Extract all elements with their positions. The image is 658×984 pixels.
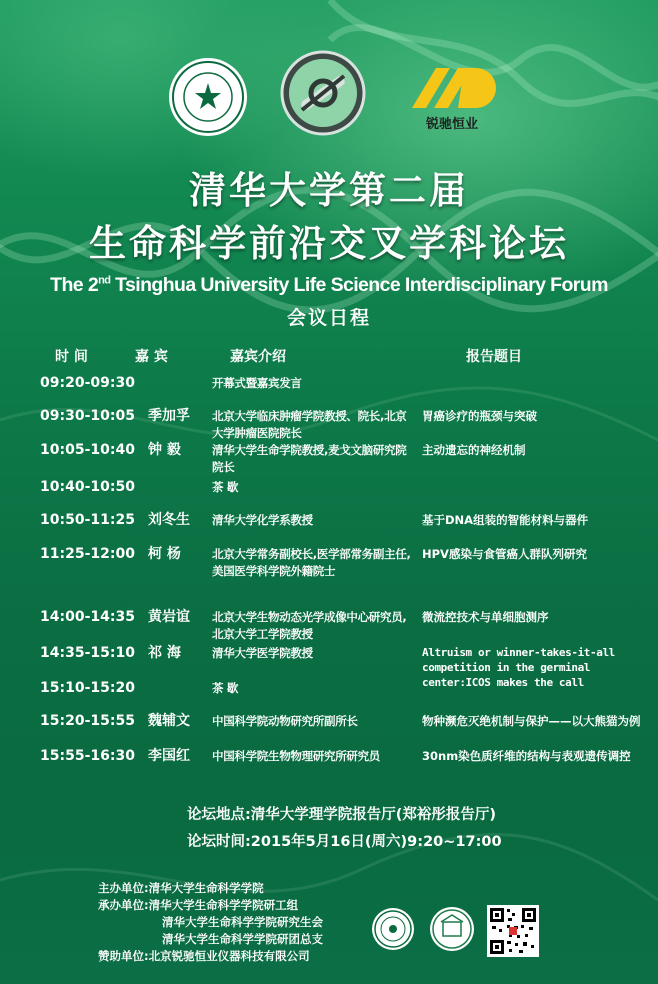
row-affiliation: 开幕式暨嘉宾发言 [212,376,302,390]
subtitle-agenda: 会议日程 [286,307,371,329]
graduate-union-logo-icon [429,906,475,952]
row-affiliation: 清华大学化学系教授 [212,513,313,527]
life-science-school-emblem-icon [280,50,366,136]
row-affiliation: 清华大学医学院教授 [212,646,313,660]
row-topic: 胃癌诊疗的瓶颈与突破 [422,409,537,423]
row-affiliation: 中国科学院动物研究所副所长 [212,714,358,728]
row-speaker: 魏辅文 [148,713,190,729]
row-speaker: 李国红 [148,748,190,764]
header-topic: 报告题目 [466,349,522,365]
organizer-co-3: 清华大学生命科学学院研团总支 [162,932,323,946]
header-time: 时 间 [55,349,88,365]
ruichi-hengye-logo-icon [406,62,498,132]
row-affiliation: 北京大学生物动态光学成像中心研究员,北京大学工学院教授 [212,610,407,641]
row-affiliation: 茶 歇 [212,480,239,494]
row-topic: 主动遗忘的神经机制 [422,443,526,457]
svg-text:锐驰恒业: 锐驰恒业 [425,117,479,132]
row-affiliation: 茶 歇 [212,681,239,695]
row-speaker: 黄岩谊 [148,609,190,625]
organizer-sponsor: 赞助单位:北京锐驰恒业仪器科技有限公司 [98,949,310,963]
organizer-host: 主办单位:清华大学生命科学学院 [98,881,264,895]
header-speaker: 嘉 宾 [135,349,168,365]
row-affiliation: 北京大学临床肿瘤学院教授、院长,北京大学肿瘤医院院长 [212,409,407,440]
header-intro: 嘉宾介绍 [230,349,286,365]
row-time: 10:40-10:50 [40,479,135,495]
row-topic: 物种濒危灭绝机制与保护——以大熊猫为例 [422,714,641,728]
row-time: 15:10-15:20 [40,680,135,696]
row-time: 10:50-11:25 [40,512,135,528]
organizer-co: 承办单位:清华大学生命科学学院研工组 [98,898,299,912]
row-time: 10:05-10:40 [40,442,135,458]
row-time: 14:00-14:35 [40,609,135,625]
row-topic: 30nm染色质纤维的结构与表观遗传调控 [422,749,631,763]
row-time: 15:20-15:55 [40,713,135,729]
row-topic: 基于DNA组装的智能材料与器件 [422,513,589,527]
title-line-2: 生命科学前沿交叉学科论坛 [89,222,569,265]
qr-code-icon[interactable] [487,905,539,957]
row-time: 09:20-09:30 [40,375,135,391]
row-affiliation: 北京大学常务副校长,医学部常务副主任,美国医学科学院外籍院士 [212,547,411,578]
row-time: 14:35-15:10 [40,645,135,661]
title-english: The 2nd Tsinghua University Life Science Interdisciplinary Forum [50,274,608,296]
organizer-co-2: 清华大学生命科学学院研究生会 [162,915,323,929]
row-time: 09:30-10:05 [40,408,135,424]
forum-venue: 论坛地点:清华大学理学院报告厅(郑裕彤报告厅) [187,807,497,823]
row-speaker: 季加孚 [148,408,190,424]
row-topic: Altruism or winner-takes-it-all competition in the germinal center:ICOS makes the call [422,646,615,689]
row-affiliation: 清华大学生命学院教授,麦戈文脑研究院院长 [212,443,407,474]
tsinghua-seal-small-icon [371,907,415,951]
row-speaker: 钟 毅 [148,442,181,458]
tsinghua-university-seal-icon [167,56,249,138]
row-speaker: 祁 海 [148,645,181,661]
title-line-1: 清华大学第二届 [189,169,469,212]
forum-date: 论坛时间:2015年5月16日(周六)9:20~17:00 [187,834,502,850]
row-speaker: 刘冬生 [148,512,190,528]
row-time: 15:55-16:30 [40,748,135,764]
row-affiliation: 中国科学院生物物理研究所研究员 [212,749,380,763]
row-speaker: 柯 杨 [148,546,181,562]
row-topic: 微流控技术与单细胞测序 [422,610,549,624]
row-topic: HPV感染与食管癌人群队列研究 [422,547,587,561]
row-time: 11:25-12:00 [40,546,135,562]
